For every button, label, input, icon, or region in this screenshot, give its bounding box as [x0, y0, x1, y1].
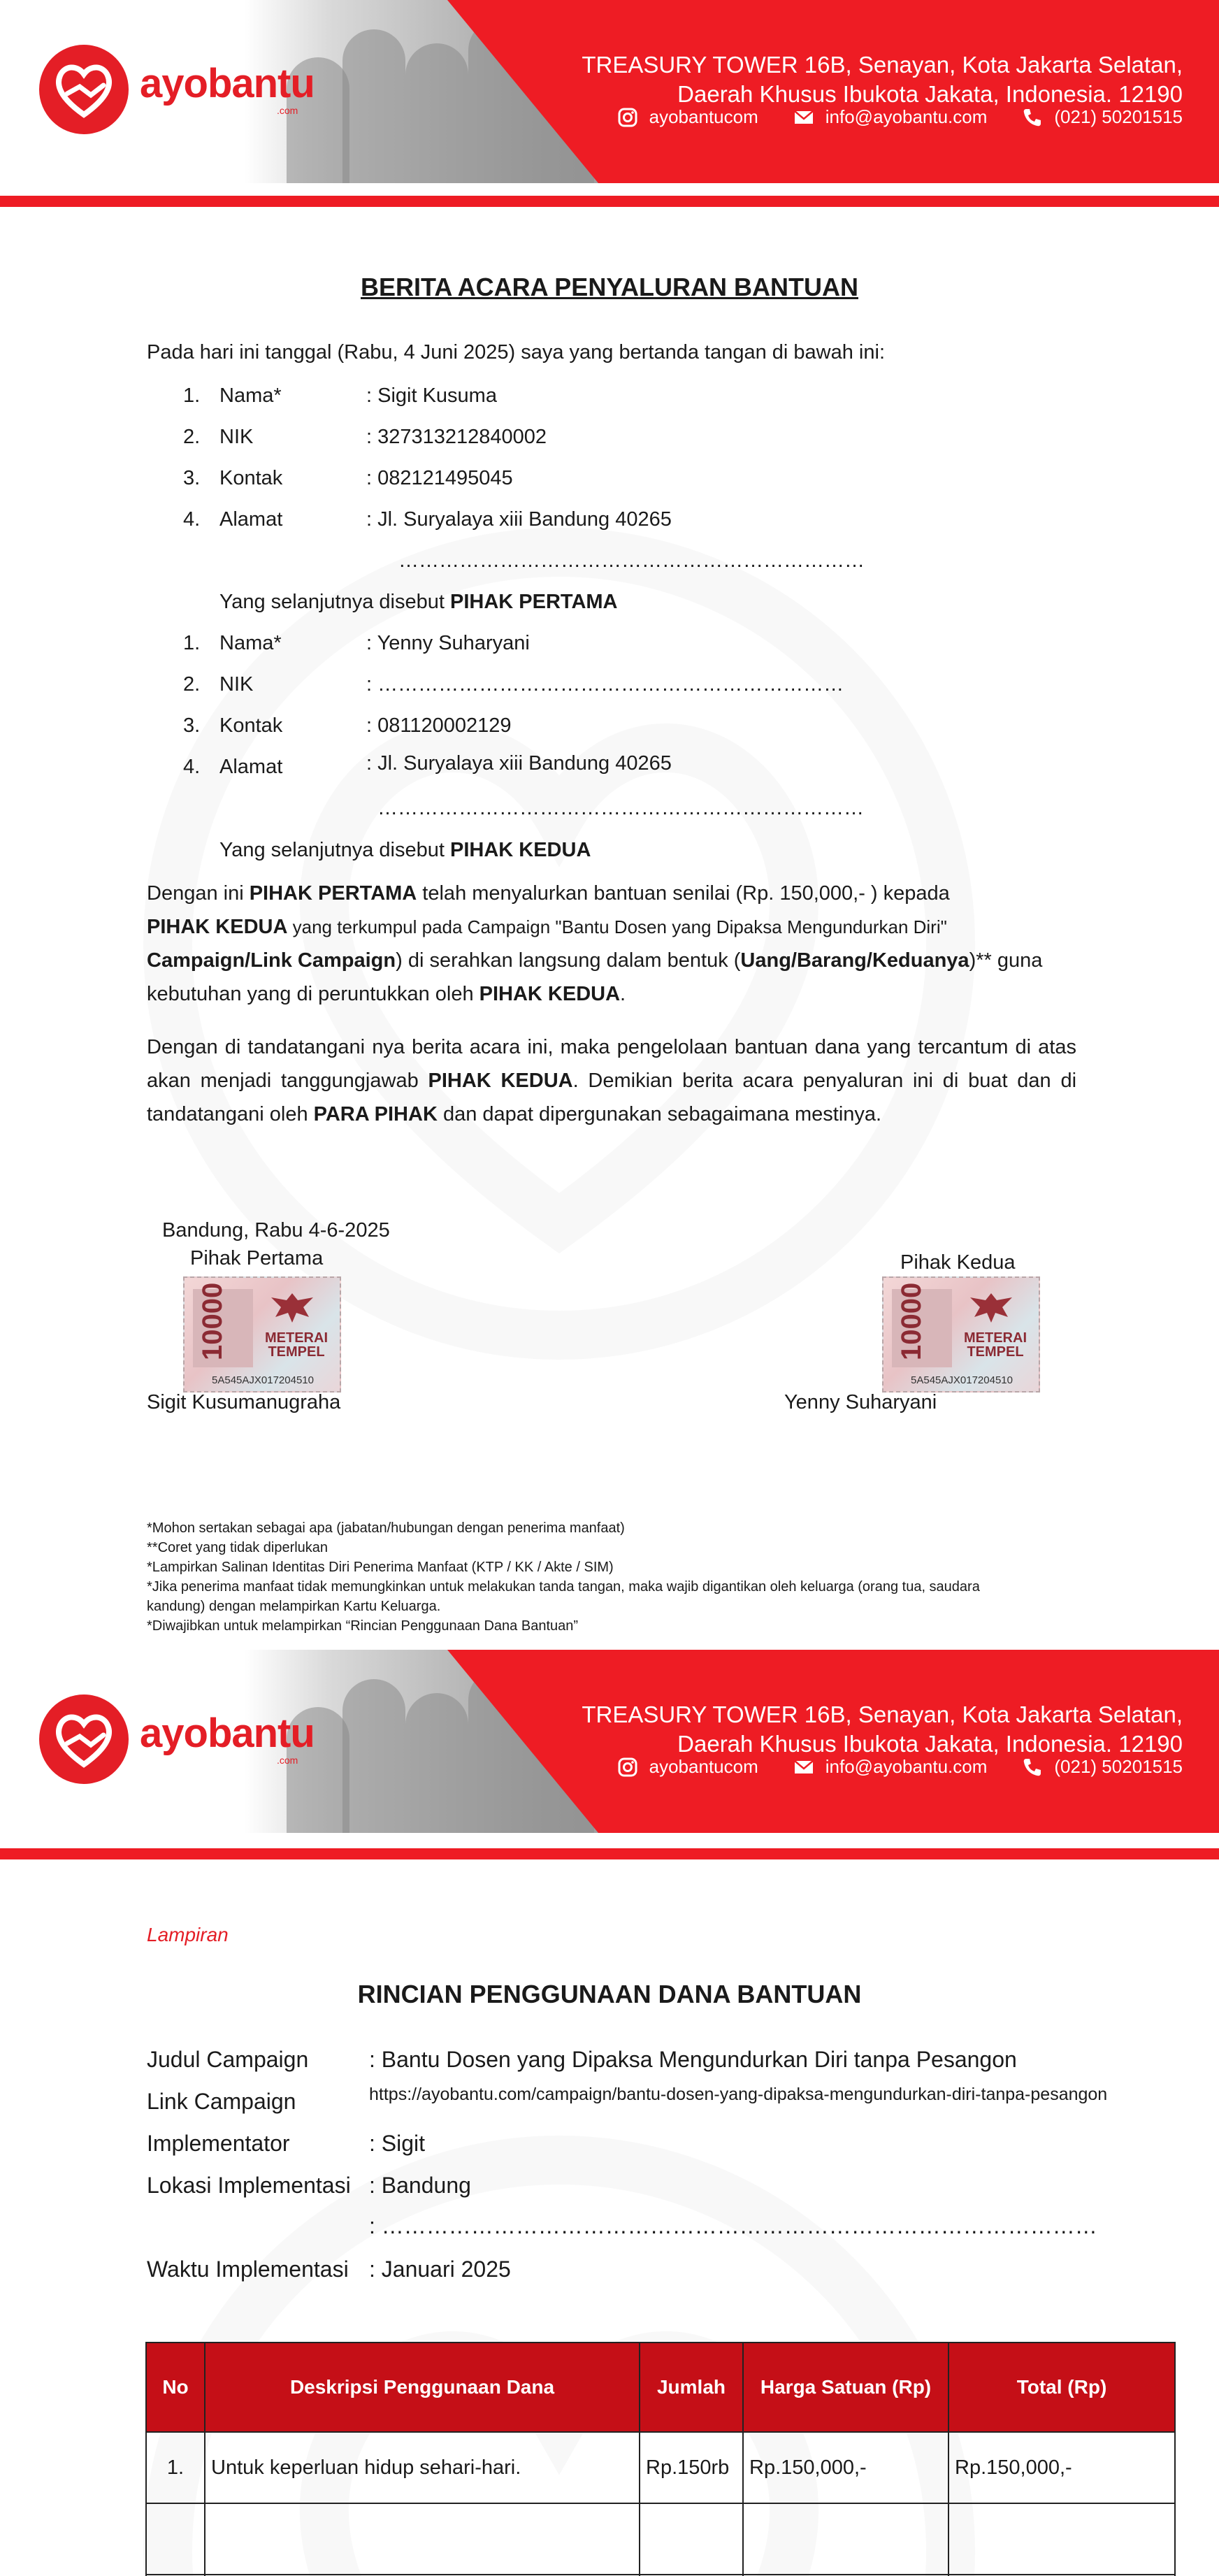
column-header: No [146, 2343, 205, 2432]
pihak-kedua-note [219, 839, 591, 862]
instagram-icon [617, 1757, 638, 1778]
signature-name-2: Yenny Suharyani [784, 1391, 937, 1413]
address-continuation: …………………………………………………………… [398, 549, 865, 572]
instagram-handle: ayobantucom [649, 106, 758, 127]
intro-text: Pada hari ini tanggal (Rabu, 4 Juni 2025) saya yang bertanda tangan di bawah ini: [147, 341, 886, 364]
column-header: Deskripsi Penggunaan Dana [205, 2343, 640, 2432]
table-header-row [146, 2343, 1175, 2432]
logo-suffix: .com [277, 105, 298, 116]
footnote: *Mohon sertakan sebagai apa (jabatan/hubungan dengan penerima manfaat) [147, 1520, 625, 1536]
ayobantu-logo-icon [39, 45, 129, 134]
garuda-emblem-icon [267, 1289, 317, 1325]
field-label: Kontak [219, 467, 283, 489]
paragraph-tanggungjawab: Dengan di tandatangani nya berita acara ini, maka pengelolaan bantuan dana yang tercantum di atas akan menjadi tanggungjawab PIHAK KEDUA. Demikian berita acara penyaluran ini di buat dan di tandatangani oleh PARA PIHAK dan dapat dipergunakan sebagaimana mestinya. [147, 1036, 1077, 1125]
footnotes [147, 1518, 1076, 1636]
phone-icon [1022, 1757, 1043, 1778]
table-cell [640, 2503, 743, 2575]
table-cell [146, 2503, 205, 2575]
signature-name-1: Sigit Kusumanugraha [147, 1391, 341, 1413]
address-line-2: Daerah Khusus Ibukota Jakata, Indonesia. 12190 [677, 81, 1183, 107]
footnote: *Jika penerima manfaat tidak memungkinkan untuk melakukan tanda tangan, maka wajib digantikan oleh keluarga (orang tua, saudara [147, 1579, 980, 1595]
address-line-1: TREASURY TOWER 16B, Senayan, Kota Jakarta Selatan, [582, 52, 1183, 78]
detail-label: Judul Campaign [147, 2047, 309, 2072]
detail-value: : Bantu Dosen yang Dipaksa Mengundurkan Diri tanpa Pesangon [369, 2047, 1017, 2072]
detail-label: Implementator [147, 2131, 290, 2156]
mail-icon [793, 107, 814, 128]
note-text: Yang selanjutnya disebut [219, 839, 450, 861]
footnote: *Lampirkan Salinan Identitas Diri Penerima Manfaat (KTP / KK / Akte / SIM) [147, 1560, 614, 1575]
table-cell: Rp.150,000,- [743, 2432, 948, 2503]
field-value: : 081120002129 [366, 714, 512, 737]
logo-name: ayobantu [140, 61, 315, 106]
rincian-table [145, 2342, 1176, 2576]
garuda-emblem-icon [966, 1289, 1016, 1325]
note-text: Yang selanjutnya disebut [219, 591, 450, 613]
field-value: : Jl. Suryalaya xiii Bandung 40265 [366, 508, 672, 531]
stamp-serial: 5A545AJX017204510 [212, 1374, 314, 1386]
stamp-value: 10000 [896, 1282, 927, 1360]
stamp-value: 10000 [197, 1282, 228, 1360]
email-address: info@ayobantu.com [825, 106, 988, 127]
detail-label: Lokasi Implementasi [147, 2173, 351, 2198]
list-number: 2. [183, 673, 201, 696]
address-line-2: Daerah Khusus Ibukota Jakata, Indonesia. 12190 [677, 1731, 1183, 1757]
stamp-text: METERAI TEMPEL [964, 1330, 1027, 1360]
pihak-kedua-label: Pihak Kedua [900, 1251, 1016, 1274]
place-date: Bandung, Rabu 4-6-2025 [162, 1219, 390, 1242]
logo-suffix: .com [277, 1755, 298, 1766]
rincian-title: RINCIAN PENGGUNAAN DANA BANTUAN [357, 1980, 862, 2008]
note-bold: PIHAK KEDUA [449, 839, 591, 861]
field-label: NIK [219, 426, 254, 448]
table-row [146, 2503, 1175, 2575]
phone-number: (021) 50201515 [1054, 1756, 1183, 1777]
list-number: 4. [183, 508, 201, 531]
table-row [146, 2432, 1175, 2503]
table-cell: Rp.150rb [640, 2432, 743, 2503]
document-title: BERITA ACARA PENYALURAN BANTUAN [360, 273, 858, 301]
field-value: : Sigit Kusuma [366, 384, 497, 407]
instagram-handle: ayobantucom [649, 1756, 758, 1777]
list-number: 4. [183, 756, 201, 778]
table-cell: Rp.150,000,- [948, 2432, 1175, 2503]
logo-name: ayobantu [140, 1711, 315, 1756]
detail-value: : Bandung [369, 2173, 471, 2198]
stamp-serial: 5A545AJX017204510 [911, 1374, 1013, 1386]
header-address [582, 1700, 1183, 1759]
field-label: Nama* [219, 632, 282, 654]
list-number: 3. [183, 714, 201, 737]
field-label: Alamat [219, 508, 283, 531]
detail-value: : Sigit [369, 2131, 426, 2156]
table-cell: Untuk keperluan hidup sehari-hari. [205, 2432, 640, 2503]
pihak-pertama-note [219, 591, 618, 614]
phone-number: (021) 50201515 [1054, 106, 1183, 127]
header-divider [0, 196, 1219, 207]
footnote: *Diwajibkan untuk melampirkan “Rincian Penggunaan Dana Bantuan” [147, 1618, 579, 1634]
letterhead [0, 0, 1219, 210]
field-label: Alamat [219, 756, 283, 778]
table-cell [743, 2503, 948, 2575]
list-number: 2. [183, 426, 201, 448]
ayobantu-logo-icon [39, 1694, 129, 1784]
meterai-stamp-2 [882, 1276, 1040, 1393]
address-continuation: ……………………………………………………………… [377, 797, 864, 819]
header-contacts [617, 1756, 1183, 1778]
detail-label: Waktu Implementasi [147, 2257, 349, 2282]
field-label: Kontak [219, 714, 283, 737]
phone-icon [1022, 107, 1043, 128]
lampiran-label: Lampiran [147, 1924, 229, 1945]
email-address: info@ayobantu.com [825, 1756, 988, 1777]
paragraph-penyaluran: Dengan ini PIHAK PERTAMA telah menyalurkan bantuan senilai (Rp. 150,000,- ) kepada PIHAK KEDUA yang terkumpul pada Campaign "Bantu Dosen yang Dipaksa Mengundurkan Diri" Campaign/Link Campaign) di serahkan langsung dalam bentuk (Uang/Barang/Keduanya)** guna kebutuhan yang di peruntukkan oleh PIHAK KEDUA. [147, 882, 1043, 1005]
pihak-pertama-label: Pihak Pertama [190, 1247, 324, 1269]
header-address [582, 50, 1183, 109]
list-number: 1. [183, 384, 201, 407]
note-bold: PIHAK PERTAMA [449, 591, 618, 613]
detail-label: Link Campaign [147, 2089, 296, 2114]
column-header: Total (Rp) [948, 2343, 1175, 2432]
address-line-1: TREASURY TOWER 16B, Senayan, Kota Jakarta Selatan, [582, 1701, 1183, 1727]
detail-value: : Januari 2025 [369, 2257, 511, 2282]
field-value: : Jl. Suryalaya xiii Bandung 40265 [366, 752, 672, 775]
detail-value: : …………………………………………………………………………………… [369, 2213, 1097, 2238]
table-cell [948, 2503, 1175, 2575]
mail-icon [793, 1757, 814, 1778]
field-label: NIK [219, 673, 254, 696]
column-header: Jumlah [640, 2343, 743, 2432]
footnote: **Coret yang tidak diperlukan [147, 1540, 329, 1555]
instagram-icon [617, 107, 638, 128]
header-contacts [617, 106, 1183, 128]
field-value: : …………………………………………………………… [366, 673, 844, 696]
field-label: Nama* [219, 384, 282, 407]
stamp-text: METERAI TEMPEL [265, 1330, 328, 1360]
footnote: kandung) dengan melampirkan Kartu Keluarga. [147, 1599, 441, 1614]
page-rincian [0, 1650, 1219, 2576]
field-value: : 327313212840002 [366, 426, 547, 448]
letterhead [0, 1650, 1219, 1859]
campaign-link[interactable]: https://ayobantu.com/campaign/bantu-dosen-yang-dipaksa-mengundurkan-diri-tanpa-pesangon [369, 2085, 1108, 2104]
list-number: 3. [183, 467, 201, 489]
table-cell: 1. [146, 2432, 205, 2503]
table-cell [205, 2503, 640, 2575]
field-value: : Yenny Suharyani [366, 632, 530, 654]
meterai-stamp-1 [183, 1276, 341, 1393]
column-header: Harga Satuan (Rp) [743, 2343, 948, 2432]
list-number: 1. [183, 632, 201, 654]
field-value: : 082121495045 [366, 467, 513, 489]
header-divider [0, 1848, 1219, 1859]
